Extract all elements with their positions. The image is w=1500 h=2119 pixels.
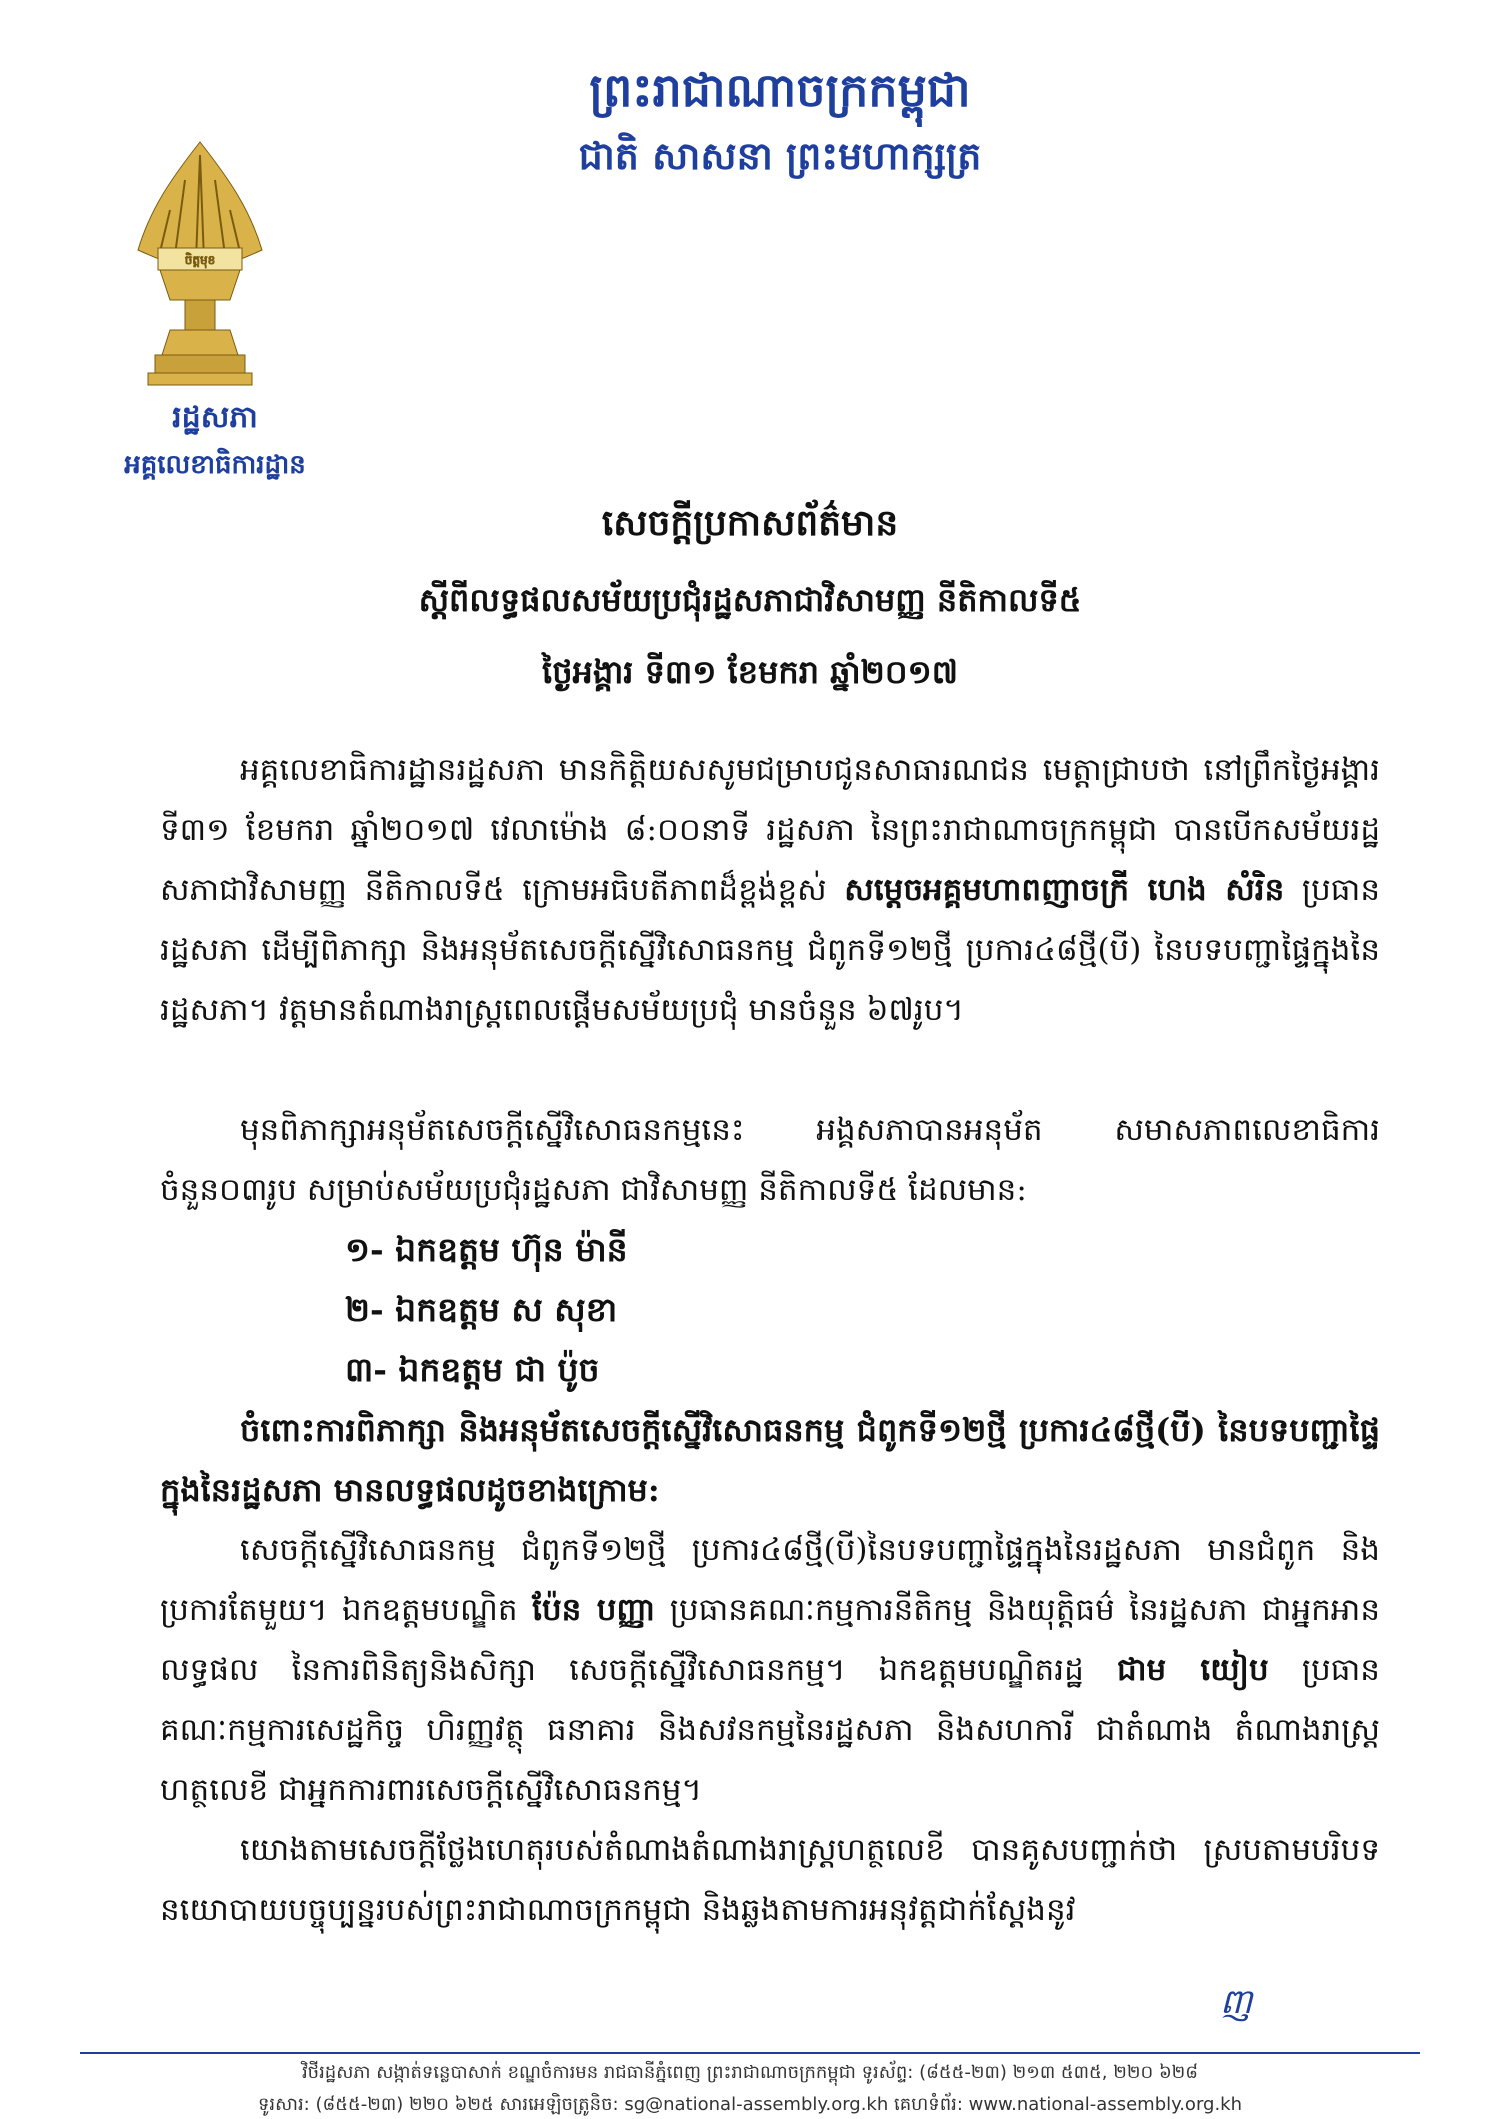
paragraph-4 (160, 1520, 1380, 1820)
committee-chair-name: ប៉ែន បញ្ញា (532, 1592, 656, 1628)
paragraph-3 (160, 1400, 1380, 1520)
secretary-list-item: ២- ឯកឧត្តម ស សុខា (345, 1290, 618, 1329)
footer-address: វិថីរដ្ឋសភា សង្កាត់ទន្លេបាសាក់ ខណ្ឌចំការមន រាជធានីភ្នំពេញ ព្រះរាជាណាចក្រកម្ពុជា ទូរស័ព្ទ: (៨៥៥-២៣) ២១៣ ៥៣៥, ២២០ ៦២៨ (301, 2062, 1199, 2083)
kingdom-heading: ព្រះរាជាណាចក្រកម្ពុជា (589, 63, 971, 117)
secretary-list-item: ៣- ឯកឧត្តម ជា ប៉ូច (345, 1350, 600, 1389)
svg-text:ចិត្តមុខ: ចិត្តមុខ (184, 253, 216, 267)
institution-name: រដ្ឋសភា (172, 400, 258, 435)
paragraph-2-text: មុនពិភាក្សាអនុម័តសេចក្តីស្នើវិសោធនកម្មនេះ អង្គសភាបានអនុម័ត សមាសភាពលេខាធិការ ចំនួន០៣រូប សម្រាប់សម័យប្រជុំរដ្ឋសភា ជាវិសាមញ្ញ នីតិកាលទី៥ ដែលមាន: (160, 1112, 1380, 1208)
paragraph-1 (160, 740, 1380, 1040)
president-name: សម្តេចអគ្គមហាពញាចក្រី ហេង សំរិន (844, 872, 1285, 908)
paragraph-2 (160, 1100, 1380, 1220)
paragraph-3-text: ចំពោះការពិភាក្សា និងអនុម័តសេចក្តីស្នើវិសោធនកម្ម ជំពូកទី១២ថ្មី ប្រការ៤៨ថ្មី(បី) នៃបទបញ្ជាផ្ទៃក្នុងនៃរដ្ឋសភា មានលទ្ធផលដូចខាងក្រោម: (160, 1411, 1380, 1509)
document-date: ថ្ងៃអង្គារ ទី៣១ ខែមករា ឆ្នាំ២០១៧ (542, 653, 958, 691)
footer-divider (80, 2052, 1420, 2054)
committee-chair-2-name: ជាម យៀប (1117, 1652, 1269, 1688)
document-subtitle: ស្តីពីលទ្ធផលសម័យប្រជុំរដ្ឋសភាជាវិសាមញ្ញ នីតិកាលទី៥ (418, 581, 1082, 619)
paragraph-1-text-c: ប្រធានរដ្ឋសភា ដើម្បីពិភាក្សា និងអនុម័តសេចក្តីស្នើវិសោធនកម្ម ជំពូកទី១២ថ្មី ប្រការ៤៨ថ្មី(បី) នៃបទបញ្ជាផ្ទៃក្នុងនៃរដ្ឋសភា។ វត្តមានតំណាងរាស្ត្រពេលផ្តើមសម័យប្រជុំ មានចំនួន ៦៧រូប។ (160, 872, 1380, 1028)
paragraph-4-text-c: ប្រធានគណៈកម្មការនីតិកម្ម និងយុត្តិធម៌ នៃរដ្ឋសភា ជាអ្នកអានលទ្ធផល នៃការពិនិត្យនិងសិក្សា សេចក្តីស្នើវិសោធនកម្ម។ ឯកឧត្តមបណ្ឌិតរដ្ឋ (160, 1592, 1380, 1688)
national-assembly-emblem-icon (130, 140, 270, 390)
paragraph-4-text-a: សេចក្តីស្នើវិសោធនកម្ម ជំពូកទី១២ថ្មី ប្រការ៤៨ថ្មី(បី)នៃបទបញ្ជាផ្ទៃក្នុងនៃរដ្ឋសភា មានជំពូក និងប្រការតែមួយ។ ឯកឧត្តមបណ្ឌិត (160, 1532, 1380, 1628)
department-name: អគ្គលេខាធិការដ្ឋាន (124, 450, 306, 480)
footer-contact: ទូរសារ: (៨៥៥-២៣) ២២០ ៦២៥ សារអេឡិចត្រូនិច: sg@national-assembly.org.kh គេហទំព័រ: www.national-assembly.org.kh (257, 2094, 1243, 2115)
secretary-list-item: ១- ឯកឧត្តម ហ៊ុន ម៉ានី (345, 1230, 628, 1269)
document-title: សេចក្តីប្រកាសព័ត៌មាន (601, 502, 899, 544)
paragraph-4-text-e: ប្រធានគណៈកម្មការសេដ្ឋកិច្ច ហិរញ្ញវត្ថុ ធនាគារ និងសវនកម្មនៃរដ្ឋសភា និងសហការី ជាតំណាង តំណាងរាស្ត្រហត្ថលេខី ជាអ្នកការពារសេចក្តីស្នើវិសោធនកម្ម។ (160, 1652, 1380, 1808)
paragraph-5-text: យោងតាមសេចក្តីថ្លែងហេតុរបស់តំណាងតំណាងរាស្ត្រហត្ថលេខី បានគូសបញ្ជាក់ថា ស្របតាមបរិបទនយោបាយបច្ចុប្បន្នរបស់ព្រះរាជាណាចក្រកម្ពុជា និងឆ្លងតាមការអនុវត្តជាក់ស្តែងនូវ (160, 1832, 1380, 1928)
national-motto: ជាតិ សាសនា ព្រះមហាក្សត្រ (578, 133, 982, 178)
initials-mark: ញ (1220, 1982, 1253, 2022)
paragraph-5 (160, 1820, 1380, 1940)
paragraph-1-text-a: អគ្គលេខាធិការដ្ឋានរដ្ឋសភា មានកិត្តិយសសូមជម្រាបជូនសាធារណជន មេត្តាជ្រាបថា នៅព្រឹកថ្ងៃអង្គារ ទី៣១ ខែមករា ឆ្នាំ២០១៧ វេលាម៉ោង ៨:០០នាទី រដ្ឋសភា នៃព្រះរាជាណាចក្រកម្ពុជា បានបើកសម័យរដ្ឋសភាជាវិសាមញ្ញ នីតិកាលទី៥ ក្រោមអធិបតីភាពដ៏ខ្ពង់ខ្ពស់ (160, 752, 1380, 908)
